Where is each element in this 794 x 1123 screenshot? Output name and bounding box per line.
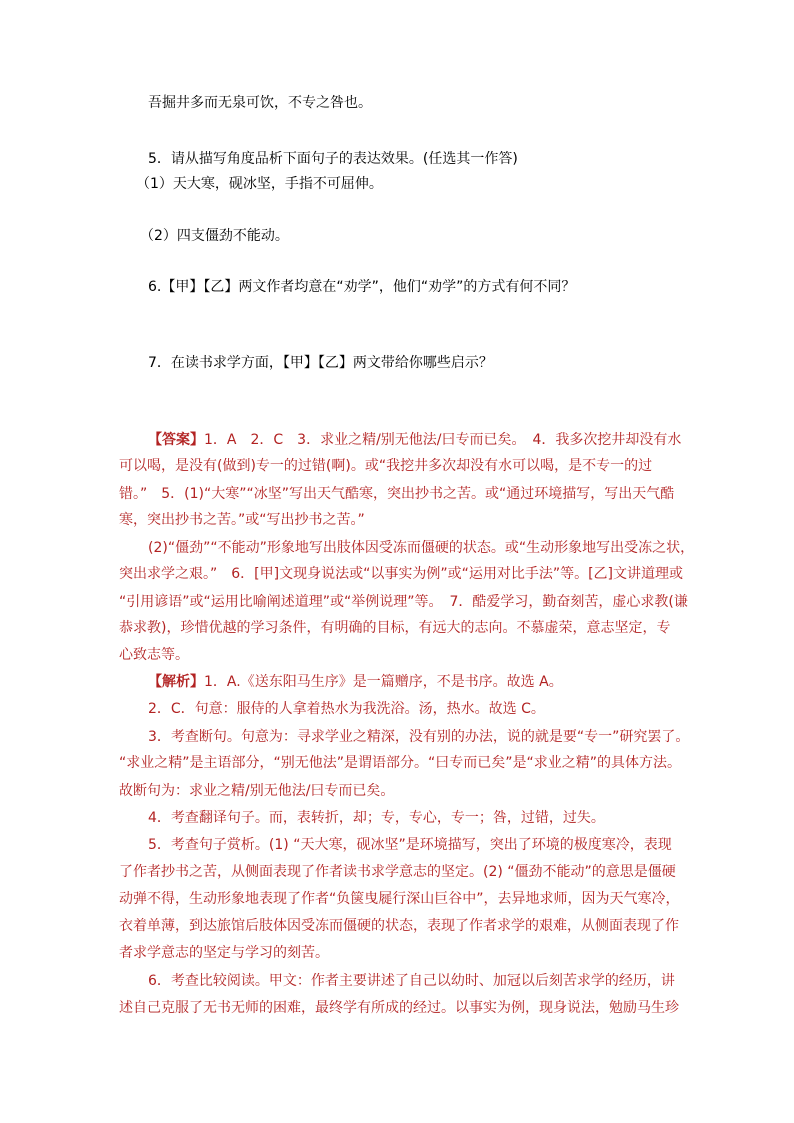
analysis-line-9: 动弹不得，生动形象地表现了作者“负箧曳屣行深山巨谷中”，去异地求师，因为天气寒冷，	[119, 891, 680, 907]
analysis-line-1	[148, 672, 563, 692]
question-6: 6.【甲】【乙】两文作者均意在“劝学”，他们“劝学”的方式有何不同？	[148, 279, 576, 295]
answer-text: 1．A 2．C 3．求业之精/别无他法/曰专而已矣。 4．我多次挖井却没有水	[204, 432, 682, 448]
analysis-line-8: 了作者抄书之苦，从侧面表现了作者读书求学意志的坚定。(2) “僵劲不能动”的意思是僵硬	[119, 864, 676, 880]
answer-line-9: 心致志等。	[119, 647, 189, 663]
analysis-line-7: 5．考查句子赏析。(1) “天大寒，砚冰坚”是环境描写，突出了环境的极度寒冷，表现	[148, 837, 672, 853]
analysis-line-2: 2．C．句意：服侍的人拿着热水为我洗浴。汤，热水。故选 C。	[148, 701, 545, 717]
question-5-option-1: （1）天大寒，砚冰坚，手指不可屈伸。	[136, 176, 383, 192]
answer-line-7: “引用谚语”或“运用比喻阐述道理”或“举例说理”等。 7．酷爱学习，勤奋刻苦，虚心求教(谦	[119, 594, 688, 610]
analysis-line-11: 者求学意志的坚定与学习的刻苦。	[119, 945, 329, 961]
answer-line-3: 错。” 5．(1)“大寒”“冰坚”写出天气酷寒，突出抄书之苦。或“通过环境描写，写出天气酷	[119, 486, 675, 502]
analysis-line-12: 6．考查比较阅读。甲文：作者主要讲述了自己以幼时、加冠以后刻苦求学的经历，讲	[148, 973, 675, 989]
analysis-line-10: 衣着单薄，到达旅馆后肢体因受冻而僵硬的状态，表现了作者求学的艰难，从侧面表现了作	[119, 918, 679, 934]
question-7: 7．在读书求学方面，【甲】【乙】两文带给你哪些启示？	[148, 355, 493, 371]
analysis-tag: 【解析】	[148, 674, 204, 690]
answer-line-4: 寒，突出抄书之苦。”或“写出抄书之苦。”	[119, 512, 365, 528]
question-5-option-2: （2）四支僵劲不能动。	[140, 228, 289, 244]
analysis-text: 1．A.《送东阳马生序》是一篇赠序，不是书序。故选 A。	[204, 674, 563, 690]
analysis-line-13: 述自己克服了无书无师的困难，最终学有所成的经过。以事实为例，现身说法，勉励马生珍	[119, 1000, 679, 1016]
question-5: 5．请从描写角度品析下面句子的表达效果。(任选其一作答)	[148, 151, 518, 167]
analysis-line-6: 4．考查翻译句子。而，表转折，却；专，专心，专一；咎，过错，过失。	[148, 810, 605, 826]
answer-line-5: (2)“僵劲”“不能动”形象地写出肢体因受冻而僵硬的状态。或“生动形象地写出受冻之状，	[148, 540, 695, 556]
passage-line: 吾掘井多而无泉可饮，不专之咎也。	[148, 95, 372, 111]
answer-line-2: 可以喝，是没有(做到)专一的过错(啊)。或“我挖井多次却没有水可以喝，是不专一的过	[119, 458, 653, 474]
analysis-line-3: 3．考查断句。句意为：寻求学业之精深，没有别的办法，说的就是要“专一”研究罢了。	[148, 729, 690, 745]
answer-line-8: 恭求教)，珍惜优越的学习条件，有明确的目标，有远大的志向。不慕虚荣，意志坚定，专	[119, 620, 671, 636]
answer-line-1	[148, 430, 681, 450]
analysis-line-4: “求业之精”是主语部分，“别无他法”是谓语部分。“曰专而已矣”是“求业之精”的具体方法。	[119, 755, 682, 771]
analysis-line-5: 故断句为：求业之精/别无他法/曰专而已矣。	[119, 783, 395, 799]
answer-line-6: 突出求学之艰。” 6．[甲]文现身说法或“以事实为例”或“运用对比手法”等。[乙]文讲道理或	[119, 566, 684, 582]
answer-tag: 【答案】	[148, 432, 204, 448]
